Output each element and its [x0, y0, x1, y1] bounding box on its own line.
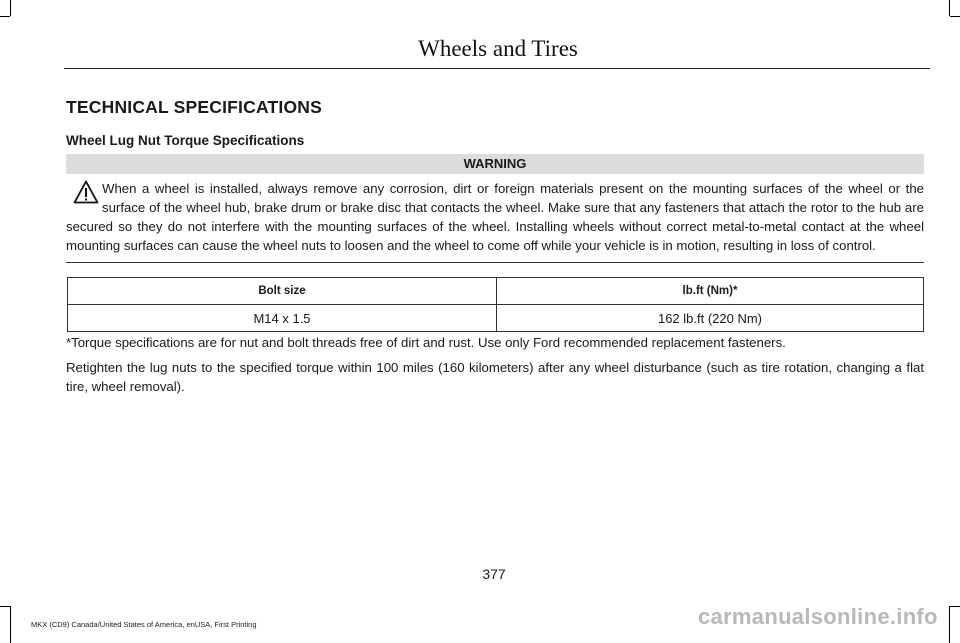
retighten-note: Retighten the lug nuts to the specified torque within 100 miles (160 kilometers) after any wheel disturbance (such as tire rotation, changing a flat tire, wheel removal). — [66, 360, 924, 394]
section-title: TECHNICAL SPECIFICATIONS — [66, 97, 322, 117]
cell-bolt-size: M14 x 1.5 — [68, 305, 497, 332]
crop-mark — [0, 16, 10, 17]
column-header-bolt-size: Bolt size — [68, 278, 497, 305]
table-header-row — [68, 278, 924, 305]
crop-mark — [949, 0, 950, 16]
crop-mark — [949, 606, 950, 643]
crop-mark — [0, 606, 10, 607]
warning-divider — [66, 262, 924, 263]
header-divider — [64, 68, 930, 69]
crop-mark — [10, 0, 11, 16]
page-header-title: Wheels and Tires — [418, 36, 578, 61]
warning-label: WARNING — [66, 154, 924, 174]
table-row — [68, 305, 924, 332]
torque-spec-table — [67, 277, 924, 332]
footer-text: MKX (CD9) Canada/United States of America, enUSA, First Printing — [31, 620, 257, 629]
watermark: carmanualsonline.info — [698, 604, 938, 629]
page-number: 377 — [482, 566, 506, 582]
warning-body: When a wheel is installed, always remove any corrosion, dirt or foreign materials present on the mounting surfaces of the wheel or the surface of the wheel hub, brake drum or brake disc that contacts the wheel. Make sure that any fasteners that attach the rotor to the hub are secured so they do not interfere with the mounting surfaces of the wheel. Installing wheels without correct metal-to-metal contact at the wheel mounting surfaces can cause the wheel nuts to loosen and the wheel to come off while your vehicle is in motion, resulting in loss of control. — [66, 181, 924, 253]
icon-spacer — [66, 179, 102, 215]
warning-text — [66, 179, 924, 255]
crop-mark — [10, 606, 11, 643]
torque-footnote: *Torque specifications are for nut and bolt threads free of dirt and rust. Use only Ford recommended replacement fasteners. — [66, 335, 786, 350]
crop-mark — [950, 606, 960, 607]
column-header-torque: lb.ft (Nm)* — [497, 278, 924, 305]
crop-mark — [950, 16, 960, 17]
cell-torque: 162 lb.ft (220 Nm) — [497, 305, 924, 332]
subsection-heading: Wheel Lug Nut Torque Specifications — [66, 133, 305, 148]
